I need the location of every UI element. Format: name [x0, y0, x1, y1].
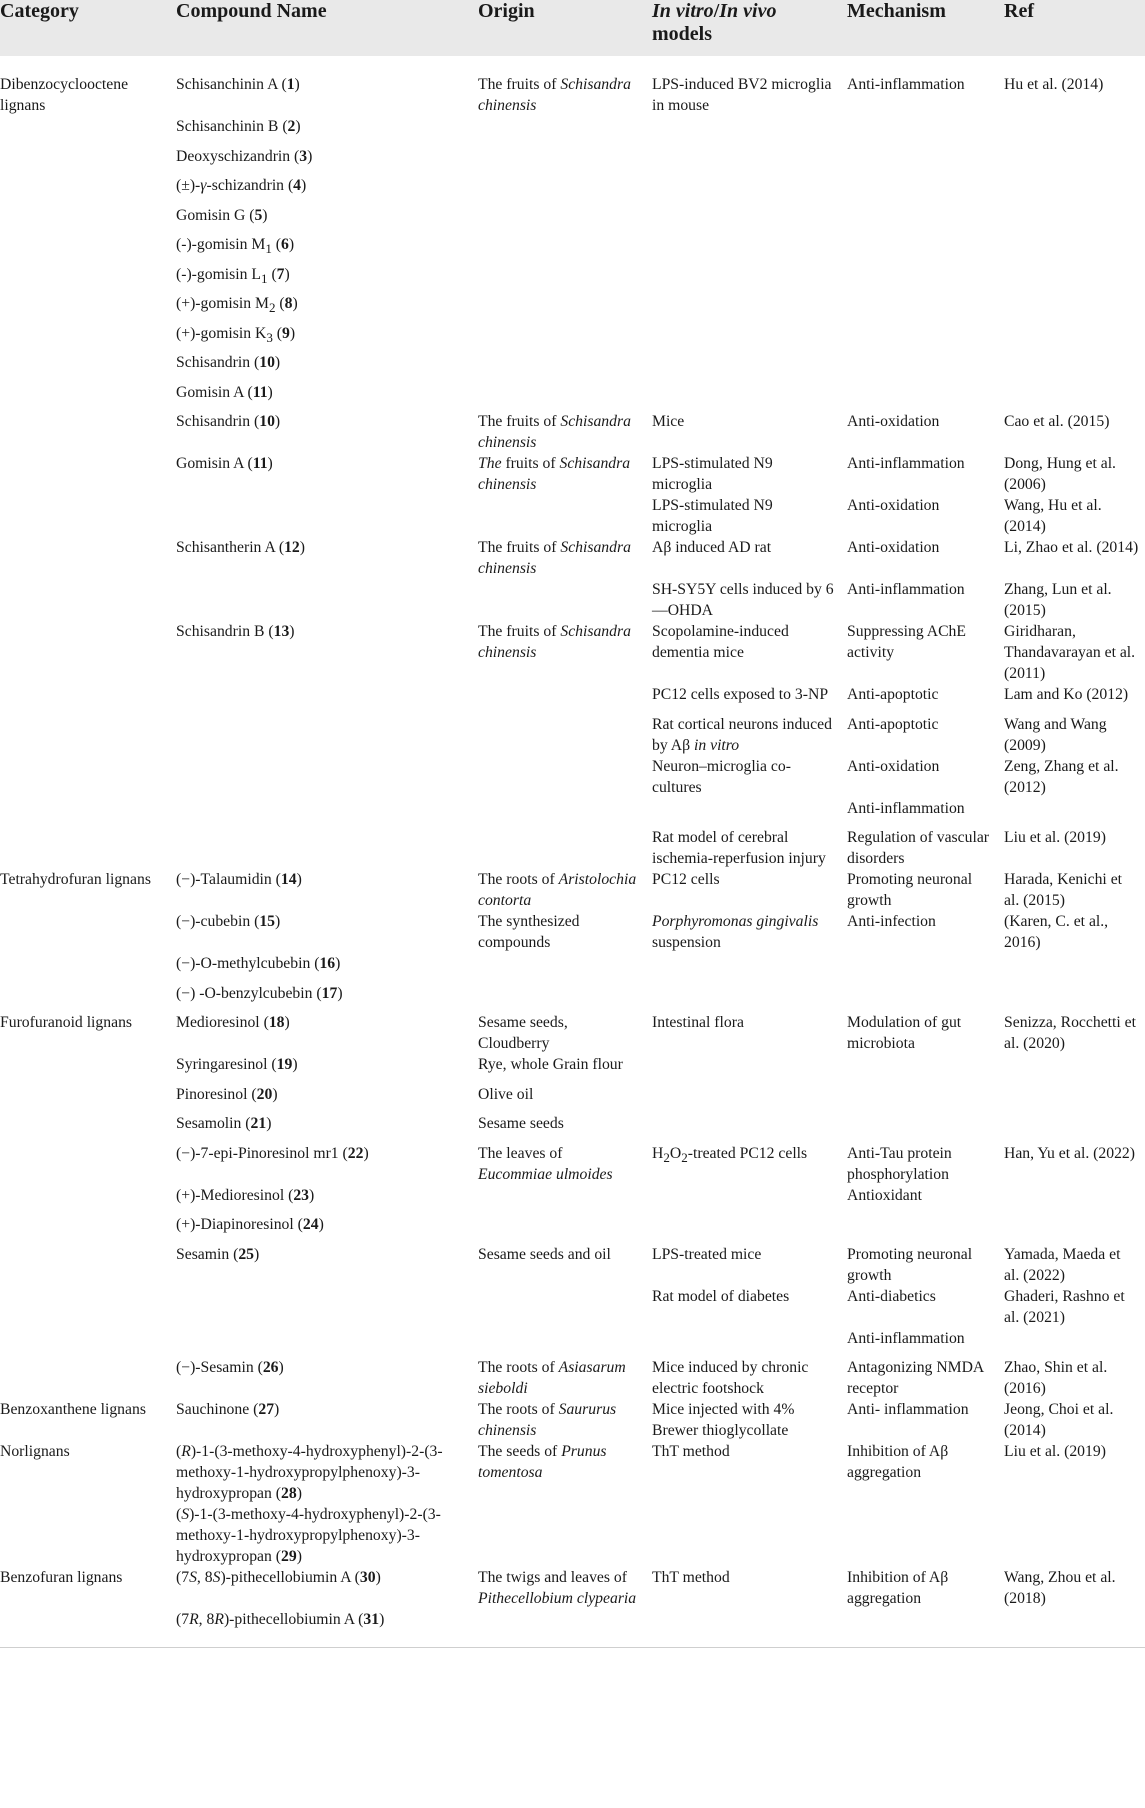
mechanism-cell: Anti-apoptotic — [847, 686, 939, 703]
model-cell: ThT method — [652, 1443, 730, 1460]
ref-cell: Liu et al. (2019) — [1004, 1443, 1106, 1460]
header-mechanism: Mechanism — [847, 0, 946, 22]
table-body — [0, 56, 1145, 1647]
compound-cell: Schisandrin B (13) — [176, 623, 295, 640]
origin-cell: The roots of Saururus chinensis — [478, 1401, 617, 1439]
compound-cell: Schisandrin (10) — [176, 354, 281, 371]
model-cell: Mice injected with 4% Brewer thioglycollate — [652, 1401, 795, 1439]
model-cell: LPS-stimulated N9 microglia — [652, 455, 773, 493]
table-row — [0, 537, 1145, 579]
compound-cell: (−)-Talaumidin (14) — [176, 871, 302, 888]
header-ref: Ref — [1004, 0, 1034, 22]
compound-cell: (S)-1-(3-methoxy-4-hydroxyphenyl)-2-(3-methoxy-1-hydroxypropylphenoxy)-3-hydroxypropan (29) — [176, 1506, 441, 1565]
ref-cell: Han, Yu et al. (2022) — [1004, 1144, 1135, 1162]
origin-cell: Rye, whole Grain flour — [478, 1056, 623, 1073]
compound-cell: Medioresinol (18) — [176, 1014, 290, 1031]
origin-cell: The synthesized compounds — [478, 913, 580, 951]
table-row — [0, 453, 1145, 495]
mechanism-cell: Suppressing AChE activity — [847, 623, 966, 661]
table-row — [0, 827, 1145, 869]
model-cell: SH-SY5Y cells induced by 6—OHDA — [652, 581, 834, 619]
compound-cell: (−)-Sesamin (26) — [176, 1359, 284, 1376]
compound-cell: Gomisin A (11) — [176, 383, 273, 401]
table-row — [0, 714, 1145, 756]
mechanism-cell: Anti-Tau protein phosphorylation — [847, 1144, 952, 1183]
model-cell: PC12 cells exposed to 3-NP — [652, 686, 829, 703]
compound-cell: Sauchinone (27) — [176, 1401, 280, 1418]
mechanism-cell: Anti-inflammation — [847, 76, 965, 93]
compound-cell: (−)-O-methylcubebin (16) — [176, 955, 341, 972]
mechanism-cell: Anti- inflammation — [847, 1401, 969, 1418]
model-cell: Rat cortical neurons induced by Aβ in vitro — [652, 715, 832, 754]
mechanism-cell: Antioxidant — [847, 1186, 922, 1204]
origin-cell: The roots of Aristolochia contorta — [478, 871, 637, 909]
origin-cell: The twigs and leaves of Pithecellobium clypearia — [478, 1569, 637, 1607]
ref-cell: Zhao, Shin et al. (2016) — [1004, 1359, 1108, 1397]
ref-cell: Li, Zhao et al. (2014) — [1004, 539, 1139, 556]
origin-cell: The leaves of Eucommiae ulmoides — [478, 1144, 613, 1183]
mechanism-cell: Anti-infection — [847, 913, 936, 930]
mechanism-cell: Anti-oxidation — [847, 757, 940, 775]
ref-cell: Zeng, Zhang et al. (2012) — [1004, 757, 1119, 796]
mechanism-cell: Anti-inflammation — [847, 1329, 965, 1347]
origin-cell: The fruits of Schisandra chinensis — [478, 413, 631, 451]
origin-cell: The roots of Asiasarum sieboldi — [478, 1359, 626, 1397]
table-row — [0, 382, 1145, 412]
compound-cell: (7R, 8R)-pithecellobiumin A (31) — [170, 1609, 472, 1647]
mechanism-cell: Antagonizing NMDA receptor — [847, 1359, 984, 1397]
model-cell: LPS-treated mice — [652, 1245, 762, 1263]
mechanism-cell: Inhibition of Aβ aggregation — [847, 1569, 949, 1607]
ref-cell: Yamada, Maeda et al. (2022) — [1004, 1245, 1121, 1284]
compound-cell: Sesamin (25) — [176, 1245, 260, 1263]
mechanism-cell: Anti-oxidation — [847, 539, 940, 556]
model-cell: Neuron–microglia co-cultures — [652, 757, 791, 796]
table-row — [0, 1244, 1145, 1286]
header-compound-name: Compound Name — [176, 0, 327, 22]
table-row — [0, 911, 1145, 953]
table-row — [0, 264, 1145, 294]
ref-cell: Liu et al. (2019) — [1004, 829, 1106, 846]
category-cell: Furofuranoid lignans — [0, 1014, 133, 1031]
compound-cell: (+)-gomisin $M_2$ (8) — [176, 295, 298, 316]
mechanism-cell: Anti-inflammation — [847, 455, 965, 472]
category-cell: Dibenzocyclooctene lignans — [0, 76, 129, 114]
header-origin: Origin — [478, 0, 535, 22]
table-row — [0, 756, 1145, 798]
mechanism-cell: Anti-inflammation — [847, 581, 965, 598]
ref-cell: Senizza, Rocchetti et al. (2020) — [1004, 1014, 1136, 1052]
model-cell: Aβ induced AD rat — [652, 539, 772, 556]
table-row — [0, 1012, 1145, 1054]
compound-cell: Schisanchinin A (1) — [176, 76, 300, 93]
compound-cell: Pinoresinol (20) — [176, 1085, 278, 1103]
ref-cell: Jeong, Choi et al. (2014) — [1004, 1401, 1114, 1439]
ref-cell: Wang and Wang (2009) — [1004, 715, 1107, 754]
compound-cell: Schisanchinin B (2) — [176, 118, 301, 135]
ref-cell: Harada, Kenichi et al. (2015) — [1004, 871, 1123, 909]
compound-cell: (−) -O-benzylcubebin (17) — [176, 984, 343, 1002]
table-row — [0, 1084, 1145, 1114]
header-models: In vitro/In vivo models — [652, 0, 777, 45]
model-cell: Mice induced by chronic electric footshock — [652, 1359, 809, 1397]
category-cell: Tetrahydrofuran lignans — [0, 871, 151, 888]
model-cell: $H_2O_2$-treated PC12 cells — [652, 1144, 808, 1165]
model-cell: PC12 cells — [652, 871, 720, 888]
model-cell: LPS-stimulated N9 microglia — [652, 497, 773, 535]
ref-cell: Giridharan, Thandavarayan et al. (2011) — [1004, 623, 1136, 682]
category-cell: Norlignans — [0, 1443, 70, 1460]
mechanism-cell: Anti-apoptotic — [847, 715, 939, 733]
origin-cell: The seeds of Prunus tomentosa — [478, 1443, 607, 1481]
table-row — [0, 1286, 1145, 1328]
model-cell: Porphyromonas gingivalis suspension — [652, 913, 819, 951]
table-row — [0, 1441, 1145, 1504]
table-row — [0, 953, 1145, 983]
compound-cell: (+)-Medioresinol (23) — [176, 1186, 315, 1204]
table-row — [0, 56, 1145, 116]
table-row — [0, 621, 1145, 684]
origin-cell: The fruits of Schisandra chinensis — [478, 76, 631, 114]
ref-cell: Ghaderi, Rashno et al. (2021) — [1004, 1287, 1125, 1326]
compound-cell: Sesamolin (21) — [176, 1115, 272, 1132]
table-row — [0, 1185, 1145, 1215]
ref-cell: Cao et al. (2015) — [1004, 413, 1110, 430]
table-row — [0, 205, 1145, 235]
model-cell: Rat model of diabetes — [652, 1287, 790, 1305]
table-row — [0, 495, 1145, 537]
mechanism-cell: Anti-inflammation — [847, 799, 965, 817]
ref-cell: Hu et al. (2014) — [1004, 76, 1104, 93]
mechanism-cell: Promoting neuronal growth — [847, 871, 973, 909]
table-row — [0, 983, 1145, 1013]
table-row — [0, 116, 1145, 146]
table-row — [0, 798, 1145, 828]
mechanism-cell: Promoting neuronal growth — [847, 1245, 973, 1284]
model-cell: Scopolamine-induced dementia mice — [652, 623, 789, 661]
origin-cell: Olive oil — [478, 1085, 534, 1103]
table-row — [0, 1328, 1145, 1358]
table-header — [0, 0, 1145, 56]
table-row — [0, 1113, 1145, 1143]
table-row — [0, 411, 1145, 453]
compound-cell: (+)-Diapinoresinol (24) — [176, 1216, 324, 1233]
mechanism-cell: Modulation of gut microbiota — [847, 1014, 962, 1052]
model-cell: Intestinal flora — [652, 1014, 744, 1031]
table-row — [0, 869, 1145, 911]
model-cell: LPS-induced BV2 microglia in mouse — [652, 76, 832, 114]
category-cell: Benzoxanthene lignans — [0, 1401, 146, 1418]
mechanism-cell: Anti-diabetics — [847, 1287, 936, 1305]
table-row — [0, 1357, 1145, 1399]
table-row — [0, 1054, 1145, 1084]
mechanism-cell: Anti-oxidation — [847, 497, 940, 514]
header-row — [0, 0, 1145, 56]
table-row — [0, 352, 1145, 382]
compound-cell: (R)-1-(3-methoxy-4-hydroxyphenyl)-2-(3-methoxy-1-hydroxypropylphenoxy)-3-hydroxypropan (28) — [176, 1443, 443, 1502]
table-row — [0, 293, 1145, 323]
table-row — [0, 684, 1145, 714]
table-row — [0, 1214, 1145, 1244]
table-row — [0, 234, 1145, 264]
table-row — [0, 1567, 1145, 1609]
table-row — [0, 1143, 1145, 1185]
table-row — [0, 1504, 1145, 1567]
table-row — [0, 146, 1145, 176]
compound-cell: Deoxyschizandrin (3) — [176, 147, 313, 165]
ref-cell: Wang, Zhou et al. (2018) — [1004, 1569, 1116, 1607]
compound-cell: (+)-gomisin $K_3$ (9) — [176, 324, 296, 345]
table-row — [0, 1399, 1145, 1441]
compound-cell: (-)-gomisin $L_1$ (7) — [176, 265, 290, 286]
ref-cell: Wang, Hu et al. (2014) — [1004, 497, 1102, 535]
ref-cell: Zhang, Lun et al. (2015) — [1004, 581, 1112, 619]
compound-cell: Schisandrin (10) — [176, 413, 281, 430]
ref-cell: (Karen, C. et al., 2016) — [1004, 913, 1109, 951]
header-category: Category — [0, 0, 79, 22]
category-cell: Benzofuran lignans — [0, 1569, 123, 1586]
compound-cell: (−)-7-epi-Pinoresinol mr1 (22) — [176, 1144, 369, 1162]
table-row — [0, 323, 1145, 353]
compound-cell: (±)-γ-schizandrin (4) — [176, 177, 307, 194]
mechanism-cell: Inhibition of Aβ aggregation — [847, 1443, 949, 1481]
mechanism-cell: Regulation of vascular disorders — [847, 829, 990, 867]
table-row — [0, 579, 1145, 621]
compound-cell: Gomisin A (11) — [176, 455, 273, 472]
compound-cell: Gomisin G (5) — [176, 206, 268, 224]
compound-cell: Syringaresinol (19) — [176, 1056, 298, 1073]
model-cell: Mice — [652, 413, 685, 430]
compound-cell: (−)-cubebin (15) — [176, 913, 281, 930]
table-row — [0, 1609, 1145, 1647]
ref-cell: Lam and Ko (2012) — [1004, 686, 1129, 703]
compound-cell: (-)-gomisin $M_1$ (6) — [176, 236, 295, 257]
origin-cell: The fruits of Schisandra chinensis — [478, 623, 631, 661]
model-cell: ThT method — [652, 1569, 730, 1586]
table-row — [0, 175, 1145, 205]
ref-cell: Dong, Hung et al. (2006) — [1004, 455, 1116, 493]
origin-cell: Sesame seeds — [478, 1115, 564, 1132]
origin-cell: The fruits of Schisandra chinensis — [478, 539, 631, 577]
compound-cell: (7S, 8S)-pithecellobiumin A (30) — [176, 1569, 381, 1586]
compound-cell: Schisantherin A (12) — [176, 539, 305, 556]
origin-cell: Sesame seeds, Cloudberry — [478, 1014, 568, 1052]
mechanism-cell: Anti-oxidation — [847, 413, 940, 430]
origin-cell: The fruits of Schisandra chinensis — [478, 455, 631, 493]
model-cell: Rat model of cerebral ischemia-reperfusion injury — [652, 829, 826, 867]
origin-cell: Sesame seeds and oil — [478, 1245, 611, 1263]
